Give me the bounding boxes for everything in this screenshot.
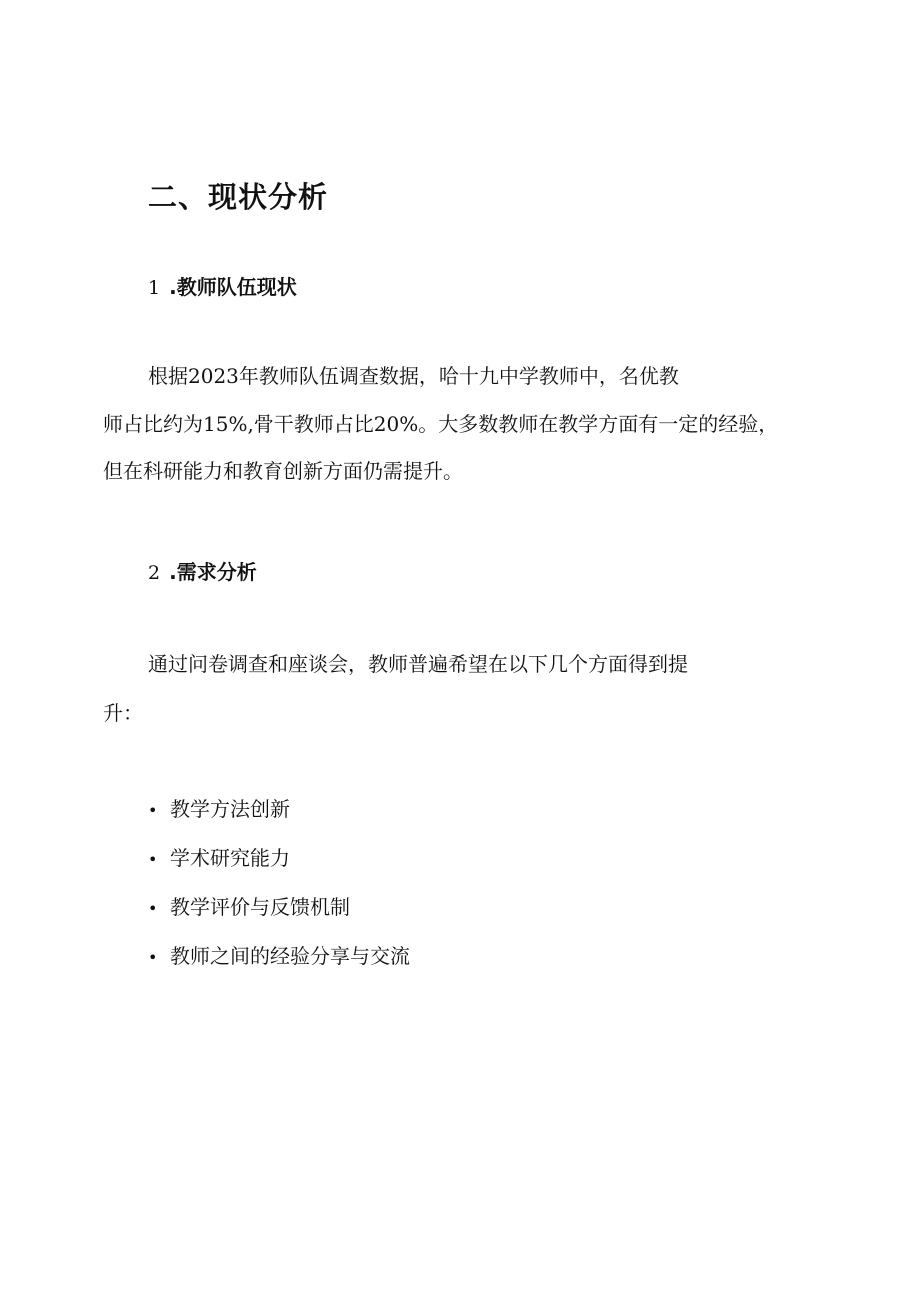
subsection-heading-2 [148, 556, 257, 585]
paragraph-line: 升： [103, 701, 143, 725]
paragraph-line: 师占比约为15%,骨干教师占比20%。大多数教师在教学方面有一定的经验， [103, 412, 779, 436]
subsection-heading-1 [148, 271, 297, 300]
subsection-number: 2 [148, 562, 170, 584]
list-item [148, 940, 410, 969]
paragraph-line: 但在科研能力和教育创新方面仍需提升。 [103, 459, 463, 483]
subsection-label: .需求分析 [169, 560, 257, 584]
list-item [148, 842, 290, 871]
bullet-icon: • [148, 850, 158, 869]
paragraph-line: 根据2023年教师队伍调查数据，哈十九中学教师中，名优教 [148, 364, 679, 388]
list-item [148, 793, 290, 822]
list-item-text: 教学方法创新 [170, 797, 290, 821]
section-title: 二、现状分析 [148, 180, 329, 214]
subsection-number: 1 [148, 277, 170, 299]
bullet-icon: • [148, 948, 158, 967]
list-item-text: 教师之间的经验分享与交流 [170, 944, 410, 968]
list-item-text: 教学评价与反馈机制 [170, 895, 350, 919]
bullet-icon: • [148, 801, 158, 820]
bullet-icon: • [148, 899, 158, 918]
paragraph-line: 通过问卷调查和座谈会，教师普遍希望在以下几个方面得到提 [148, 652, 688, 676]
list-item-text: 学术研究能力 [170, 846, 290, 870]
subsection-label: .教师队伍现状 [169, 275, 297, 299]
list-item [148, 891, 350, 920]
